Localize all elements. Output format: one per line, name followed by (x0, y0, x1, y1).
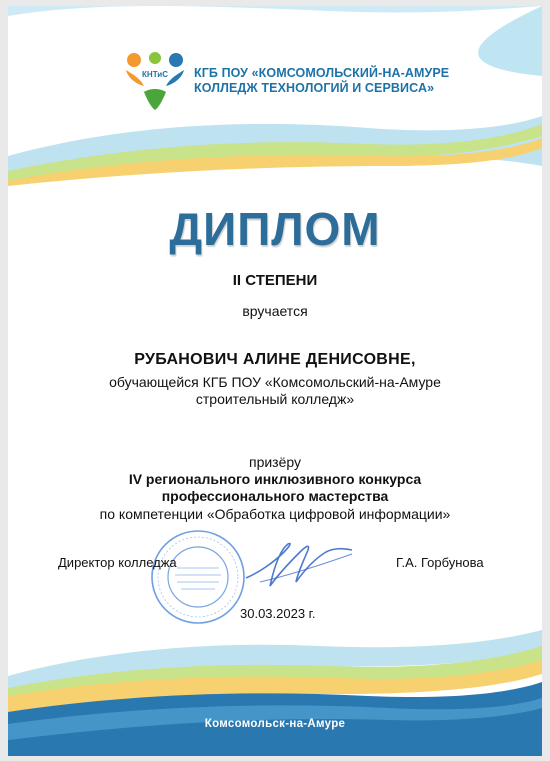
recipient-institution-line1: обучающейся КГБ ПОУ «Комсомольский-на-Амуре (109, 374, 441, 390)
college-logo (122, 48, 188, 112)
top-waves-decoration (8, 6, 542, 186)
logo-text: КНТиС (142, 70, 168, 79)
presented-text: вручается (242, 303, 308, 319)
college-stamp (149, 528, 247, 626)
contest-name-line2: профессионального мастерства (161, 488, 389, 504)
contest-name-line1: IV регионального инклюзивного конкурса (128, 471, 422, 487)
recipient-institution-line2: строительный колледж» (195, 391, 355, 407)
diploma-degree: II СТЕПЕНИ (232, 272, 318, 289)
organization-name-line2: КОЛЛЕДЖ ТЕХНОЛОГИЙ И СЕРВИСА» (194, 81, 435, 95)
director-signature (240, 532, 360, 594)
winner-label: призёру (248, 454, 302, 470)
diploma-page (8, 6, 542, 756)
footer-city: Комсомольск-на-Амуре (204, 718, 346, 730)
competence-text: по компетенции «Обработка цифровой информации» (99, 506, 451, 522)
director-label: Директор колледжа (58, 555, 177, 570)
organization-name (194, 66, 494, 96)
bottom-waves-decoration (8, 616, 542, 756)
signer-name: Г.А. Горбунова (396, 555, 484, 570)
issue-date: 30.03.2023 г. (240, 606, 316, 621)
recipient-name: РУБАНОВИЧ АЛИНЕ ДЕНИСОВНЕ, (134, 351, 416, 368)
diploma-title: ДИПЛОМ (169, 203, 381, 255)
organization-name-line1: КГБ ПОУ «КОМСОМОЛЬСКИЙ-НА-АМУРЕ (194, 66, 450, 80)
